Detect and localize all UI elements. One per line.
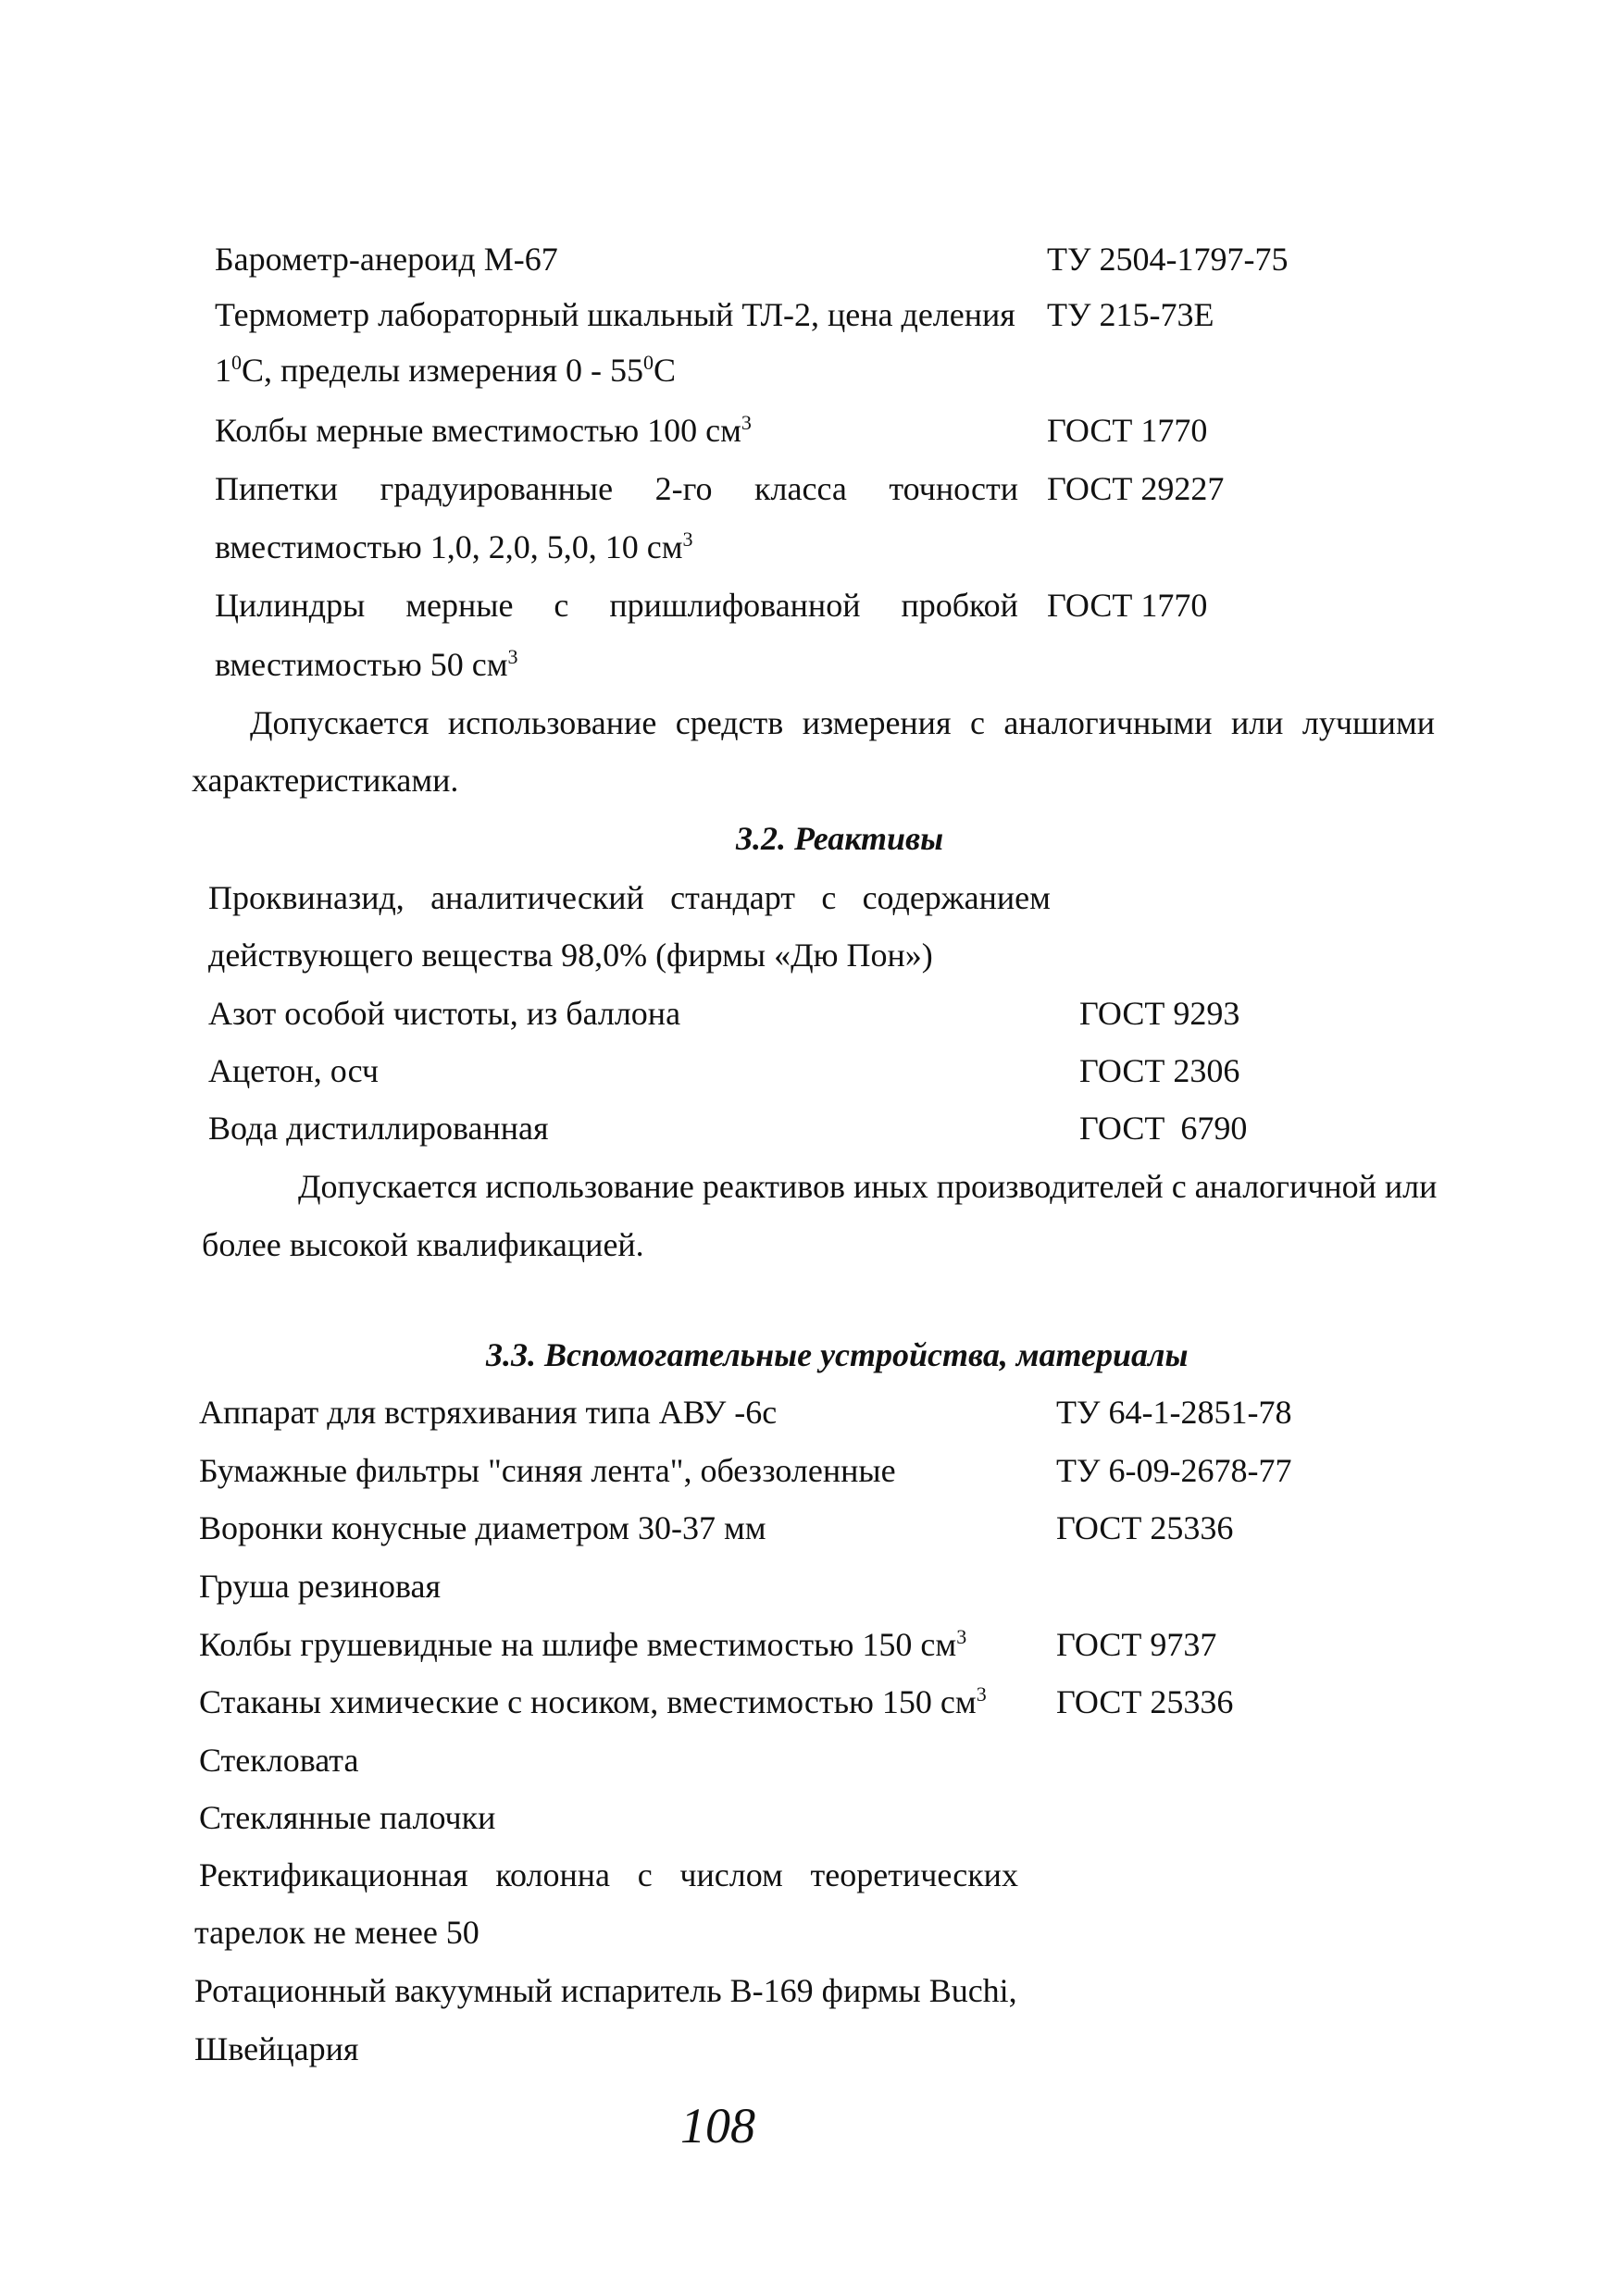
water-reference: ГОСТ 6790 <box>1079 1110 1248 1147</box>
flasks-item <box>215 411 752 449</box>
beakers-item <box>199 1682 987 1720</box>
section-heading-reagents: 3.2. Реактивы <box>736 820 944 857</box>
prokvinazid-word: Проквиназид, <box>208 879 405 916</box>
prokvinazid-item <box>208 881 1051 914</box>
instruments-allowed-note <box>250 706 1435 739</box>
pipettes-word: 2-го <box>654 470 713 507</box>
note-word: использование <box>447 704 657 741</box>
cubic-sup: 3 <box>956 1625 967 1648</box>
thermometer-text-a: 1 <box>215 352 231 389</box>
column-word: теоретических <box>810 1856 1018 1893</box>
prokvinazid-word: содержанием <box>862 879 1051 916</box>
shaker-item: Аппарат для встряхивания типа АВУ -6с <box>199 1394 778 1431</box>
barometer-item <box>215 242 558 276</box>
column-word: Ректификационная <box>199 1856 468 1893</box>
pipettes-word: класса <box>754 470 847 507</box>
nitrogen-reference: ГОСТ 9293 <box>1079 995 1240 1032</box>
cubic-sup: 3 <box>976 1682 987 1706</box>
flasks-label: Колбы мерные вместимостью 100 см <box>215 412 741 449</box>
note-word: или <box>1230 704 1284 741</box>
reagents-allowed-note-end: более высокой квалификацией. <box>202 1226 644 1263</box>
barometer-label: Барометр-анероид М-67 <box>215 241 558 278</box>
cylinders-reference: ГОСТ 1770 <box>1047 587 1208 624</box>
cylinders-word: Цилиндры <box>215 587 366 624</box>
filters-reference: ТУ 6-09-2678-77 <box>1056 1452 1292 1489</box>
cylinders-word: пробкой <box>901 587 1018 624</box>
thermometer-text-c: С <box>654 352 677 389</box>
cubic-sup: 3 <box>741 411 752 434</box>
thermometer-text-b: С, пределы измерения 0 - 55 <box>242 352 644 389</box>
evaporator-item: Ротационный вакуумный испаритель В-169 фирмы Buchi, <box>194 1972 1017 2009</box>
prokvinazid-word: аналитический <box>430 879 644 916</box>
acetone-reference: ГОСТ 2306 <box>1079 1052 1240 1089</box>
pipettes-capacity-text: вместимостью 1,0, 2,0, 5,0, 10 см <box>215 528 683 565</box>
cylinders-capacity <box>215 645 518 683</box>
thermometer-item: Термометр лабораторный шкальный ТЛ-2, цена деления <box>215 296 1015 333</box>
bulb-item: Груша резиновая <box>199 1568 441 1605</box>
column-plates: тарелок не менее 50 <box>194 1914 479 1951</box>
funnels-reference: ГОСТ 25336 <box>1056 1509 1234 1546</box>
section-heading-auxiliary: 3.3. Вспомогательные устройства, материалы <box>486 1336 1189 1373</box>
column-word: числом <box>679 1856 783 1893</box>
beakers-reference: ГОСТ 25336 <box>1056 1683 1234 1720</box>
note-word: с <box>969 704 985 741</box>
nitrogen-item: Азот особой чистоты, из баллона <box>208 995 681 1032</box>
shaker-reference: ТУ 64-1-2851-78 <box>1056 1394 1292 1431</box>
column-word: колонна <box>495 1856 611 1893</box>
degree-sup: 0 <box>231 351 242 374</box>
cubic-sup: 3 <box>507 645 518 668</box>
glass-rods-item: Стеклянные палочки <box>199 1799 496 1836</box>
prokvinazid-content: действующего вещества 98,0% (фирмы «Дю Пон») <box>208 937 933 974</box>
acetone-item: Ацетон, осч <box>208 1052 380 1089</box>
note-word: измерения <box>802 704 952 741</box>
pear-flasks-label: Колбы грушевидные на шлифе вместимостью 150 см <box>199 1626 957 1663</box>
pipettes-word: точности <box>889 470 1018 507</box>
flasks-reference: ГОСТ 1770 <box>1047 412 1208 449</box>
prokvinazid-word: стандарт <box>670 879 796 916</box>
pear-flasks-item <box>199 1625 967 1663</box>
evaporator-country: Швейцария <box>194 2030 359 2067</box>
degree-sup: 0 <box>643 351 654 374</box>
note-word: Допускается <box>250 704 430 741</box>
thermometer-reference: ТУ 215-73Е <box>1047 296 1214 333</box>
thermometer-range <box>215 351 677 389</box>
barometer-reference: ТУ 2504-1797-75 <box>1047 241 1289 278</box>
funnels-item: Воронки конусные диаметром 30-37 мм <box>199 1509 766 1546</box>
cylinders-word: мерные <box>405 587 514 624</box>
water-item: Вода дистиллированная <box>208 1110 549 1147</box>
note-word: лучшими <box>1301 704 1435 741</box>
column-word: с <box>637 1856 653 1893</box>
cylinders-word: с <box>554 587 569 624</box>
pipettes-capacity <box>215 527 693 565</box>
prokvinazid-word: с <box>821 879 837 916</box>
note-word: средств <box>675 704 784 741</box>
note-word: аналогичными <box>1003 704 1213 741</box>
pear-flasks-reference: ГОСТ 9737 <box>1056 1626 1217 1663</box>
column-item <box>199 1858 1018 1892</box>
page-number: 108 <box>680 2098 755 2153</box>
cylinders-item <box>215 589 1018 622</box>
glass-wool-item: Стекловата <box>199 1742 359 1779</box>
pipettes-reference: ГОСТ 29227 <box>1047 470 1225 507</box>
filters-item: Бумажные фильтры "синяя лента", обеззоленные <box>199 1452 896 1489</box>
reagents-allowed-note: Допускается использование реактивов иных производителей с аналогичной или <box>298 1168 1438 1205</box>
cubic-sup: 3 <box>682 527 693 551</box>
cylinders-capacity-text: вместимостью 50 см <box>215 646 508 683</box>
instruments-allowed-note-end: характеристиками. <box>192 762 459 799</box>
pipettes-word: Пипетки <box>215 470 338 507</box>
pipettes-word: градуированные <box>380 470 614 507</box>
pipettes-item <box>215 472 1018 505</box>
beakers-label: Стаканы химические с носиком, вместимостью 150 см <box>199 1683 977 1720</box>
cylinders-word: пришлифованной <box>609 587 861 624</box>
